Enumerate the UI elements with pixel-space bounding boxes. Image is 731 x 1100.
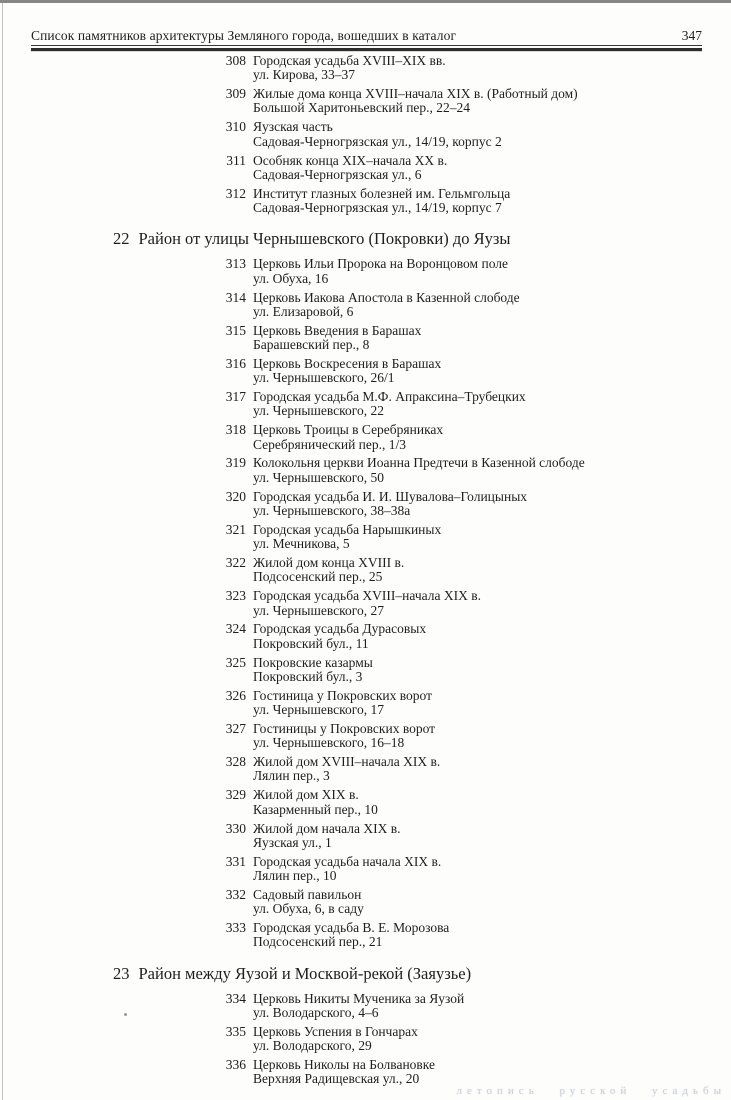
catalog-entry — [0, 291, 731, 320]
entry-text — [253, 324, 421, 353]
catalog-entry — [0, 689, 731, 718]
catalog-entry — [0, 523, 731, 552]
entry-number: 327 — [225, 720, 246, 736]
entry-address: ул. Обуха, 6, в саду — [253, 901, 364, 917]
entry-text — [253, 556, 404, 585]
entry-title: Церковь Троицы в Серебряниках — [253, 422, 444, 438]
catalog-entry — [0, 722, 731, 751]
entry-number: 313 — [225, 256, 246, 272]
entry-title: Городская усадьба И. И. Шувалова–Голицыных — [253, 488, 528, 504]
section-number: 23 — [113, 963, 130, 983]
entry-address: ул. Чернышевского, 22 — [253, 403, 384, 419]
entry-title: Гостиница у Покровских ворот — [253, 687, 432, 703]
catalog-entry — [0, 490, 731, 519]
entry-number: 333 — [225, 920, 246, 936]
entry-title: Городская усадьба начала XIX в. — [253, 853, 442, 869]
entry-number: 323 — [225, 588, 246, 604]
entry-text — [253, 822, 401, 851]
entry-title: Городская усадьба М.Ф. Апраксина–Трубецких — [253, 389, 526, 405]
entry-number: 329 — [225, 787, 246, 803]
catalog-entry — [0, 992, 731, 1021]
entry-title: Садовый павильон — [253, 886, 362, 902]
entry-text — [253, 390, 526, 419]
entry-title: Городская усадьба XVIII–XIX вв. — [253, 53, 446, 68]
entry-address: ул. Чернышевского, 17 — [253, 702, 384, 718]
entry-text — [253, 1025, 418, 1054]
entry-number: 316 — [225, 355, 246, 371]
entry-number: 326 — [225, 687, 246, 703]
entry-address: Лялин пер., 10 — [253, 868, 337, 884]
entry-title: Церковь Иакова Апостола в Казенной слободе — [253, 289, 520, 305]
section-title: Район от улицы Чернышевского (Покровки) до Яузы — [138, 229, 511, 249]
catalog-entry — [0, 622, 731, 651]
entry-number: 322 — [225, 555, 246, 571]
entry-title: Институт глазных болезней им. Гельмгольца — [253, 185, 511, 201]
catalog-entry — [0, 423, 731, 452]
entry-text — [253, 992, 464, 1021]
entry-text — [253, 120, 502, 149]
scan-speck — [124, 1013, 127, 1016]
entry-title: Колокольня церкви Иоанна Предтечи в Казенной слободе — [253, 455, 585, 471]
entry-title: Городская усадьба Нарышкиных — [253, 521, 442, 537]
entry-text — [253, 788, 378, 817]
entry-number: 309 — [225, 86, 246, 102]
entry-text — [253, 755, 440, 784]
entry-address: Покровский бул., 3 — [253, 668, 363, 684]
catalog-entry — [0, 921, 731, 950]
entry-text — [253, 855, 441, 884]
section-heading — [113, 964, 731, 983]
catalog-entry — [0, 154, 731, 183]
catalog-entry — [0, 54, 731, 83]
entry-text — [253, 257, 508, 286]
entry-title: Церковь Николы на Болвановке — [253, 1057, 436, 1073]
entry-title: Жилой дом конца XVIII в. — [253, 555, 405, 571]
entry-address: ул. Обуха, 16 — [253, 270, 329, 286]
entry-address: Лялин пер., 3 — [253, 768, 330, 784]
entry-title: Жилой дом начала XIX в. — [253, 820, 401, 836]
entry-text — [253, 154, 447, 183]
running-header-title: Список памятников архитектуры Земляного города, вошедших в каталог — [31, 28, 457, 43]
entry-number: 324 — [225, 621, 246, 637]
entry-number: 331 — [225, 853, 246, 869]
catalog-entry — [0, 324, 731, 353]
catalog-entry — [0, 855, 731, 884]
entry-address: ул. Чернышевского, 38–38а — [253, 502, 411, 518]
section-number: 22 — [113, 229, 130, 249]
catalog-entry — [0, 187, 731, 216]
entry-address: ул. Чернышевского, 27 — [253, 602, 384, 618]
entry-text — [253, 656, 373, 685]
entry-text — [253, 888, 364, 917]
entry-address: Большой Харитоньевский пер., 22–24 — [253, 100, 471, 116]
entry-number: 325 — [225, 654, 246, 670]
entry-text — [253, 291, 520, 320]
entry-text — [253, 589, 481, 618]
entry-number: 319 — [225, 455, 246, 471]
catalog-entry — [0, 788, 731, 817]
entry-number: 332 — [225, 886, 246, 902]
entry-address: Казарменный пер., 10 — [253, 801, 378, 817]
entry-title: Жилой дом XIX в. — [253, 787, 359, 803]
entry-text — [253, 490, 527, 519]
catalog-entry — [0, 1025, 731, 1054]
entry-address: Садовая-Черногрязская ул., 6 — [253, 166, 422, 182]
section-heading — [113, 229, 731, 248]
scan-top-edge — [0, 0, 731, 3]
entry-address: ул. Чернышевского, 50 — [253, 469, 384, 485]
entry-address: Покровский бул., 11 — [253, 635, 369, 651]
entry-address: Барашевский пер., 8 — [253, 337, 370, 353]
catalog-entry — [0, 456, 731, 485]
entry-title: Гостиницы у Покровских ворот — [253, 720, 436, 736]
entry-number: 312 — [225, 185, 246, 201]
entry-text — [253, 423, 443, 452]
catalog-entry — [0, 755, 731, 784]
catalog-entry — [0, 656, 731, 685]
entry-title: Церковь Воскресения в Барашах — [253, 355, 442, 371]
entry-text — [253, 54, 446, 83]
entry-number: 321 — [225, 521, 246, 537]
catalog-entry — [0, 87, 731, 116]
entry-number: 334 — [225, 990, 246, 1006]
entry-title: Покровские казармы — [253, 654, 373, 670]
entry-text — [253, 921, 449, 950]
entry-text — [253, 357, 441, 386]
entry-number: 320 — [225, 488, 246, 504]
entry-title: Городская усадьба В. Е. Морозова — [253, 920, 450, 936]
entry-address: ул. Елизаровой, 6 — [253, 303, 354, 319]
entry-number: 311 — [226, 152, 246, 168]
entry-text — [253, 523, 441, 552]
entry-number: 336 — [225, 1057, 246, 1073]
entry-address: ул. Володарского, 29 — [253, 1038, 372, 1054]
catalog-entry — [0, 390, 731, 419]
entry-number: 308 — [225, 53, 246, 68]
catalog-entry — [0, 257, 731, 286]
catalog-entry — [0, 888, 731, 917]
catalog-entry — [0, 1058, 731, 1087]
entry-title: Церковь Никиты Мученика за Яузой — [253, 990, 465, 1006]
catalog-list — [0, 54, 731, 1091]
entry-number: 310 — [225, 119, 246, 135]
entry-address: Садовая-Черногрязская ул., 14/19, корпус 7 — [253, 200, 502, 216]
entry-address: ул. Чернышевского, 26/1 — [253, 370, 395, 386]
entry-text — [253, 1058, 435, 1087]
entry-number: 315 — [225, 322, 246, 338]
entry-text — [253, 689, 432, 718]
entry-text — [253, 622, 426, 651]
entry-number: 317 — [225, 389, 246, 405]
entry-address: ул. Кирова, 33–37 — [253, 67, 356, 83]
entry-title: Городская усадьба Дурасовых — [253, 621, 427, 637]
catalog-entry — [0, 589, 731, 618]
entry-text — [253, 456, 585, 485]
entry-title: Яузская часть — [253, 119, 333, 135]
entry-text — [253, 722, 435, 751]
entry-address: Серебрянический пер., 1/3 — [253, 436, 407, 452]
catalog-entry — [0, 822, 731, 851]
catalog-entry — [0, 357, 731, 386]
page-number: 347 — [681, 28, 702, 43]
entry-title: Особняк конца XIX–начала XX в. — [253, 152, 448, 168]
entry-title: Церковь Успения в Гончарах — [253, 1023, 418, 1039]
entry-title: Жилой дом XVIII–начала XIX в. — [253, 754, 441, 770]
entry-address: Подсосенский пер., 25 — [253, 569, 383, 585]
entry-title: Городская усадьба XVIII–начала XIX в. — [253, 588, 481, 604]
entry-title: Жилые дома конца XVIII–начала XIX в. (Работный дом) — [253, 86, 578, 102]
entry-text — [253, 187, 510, 216]
entry-text — [253, 87, 578, 116]
entry-address: ул. Володарского, 4–6 — [253, 1004, 379, 1020]
entry-number: 318 — [225, 422, 246, 438]
entry-address: Яузская ул., 1 — [253, 834, 332, 850]
entry-number: 335 — [225, 1023, 246, 1039]
catalog-entry — [0, 120, 731, 149]
section-title: Район между Яузой и Москвой-рекой (Заяузье) — [138, 963, 472, 983]
entry-address: Верхняя Радищевская ул., 20 — [253, 1071, 420, 1087]
entry-title: Церковь Ильи Пророка на Воронцовом поле — [253, 256, 508, 272]
entry-number: 314 — [225, 289, 246, 305]
entry-address: Подсосенский пер., 21 — [253, 934, 383, 950]
entry-number: 330 — [225, 820, 246, 836]
entry-address: ул. Мечникова, 5 — [253, 536, 350, 552]
running-header — [31, 28, 702, 51]
running-header-row — [31, 28, 702, 46]
entry-number: 328 — [225, 754, 246, 770]
entry-address: ул. Чернышевского, 16–18 — [253, 735, 405, 751]
watermark-text: летопись русской усадьбы — [456, 1085, 726, 1097]
catalog-entry — [0, 556, 731, 585]
entry-address: Садовая-Черногрязская ул., 14/19, корпус 2 — [253, 133, 502, 149]
entry-title: Церковь Введения в Барашах — [253, 322, 422, 338]
header-rule — [31, 48, 702, 51]
